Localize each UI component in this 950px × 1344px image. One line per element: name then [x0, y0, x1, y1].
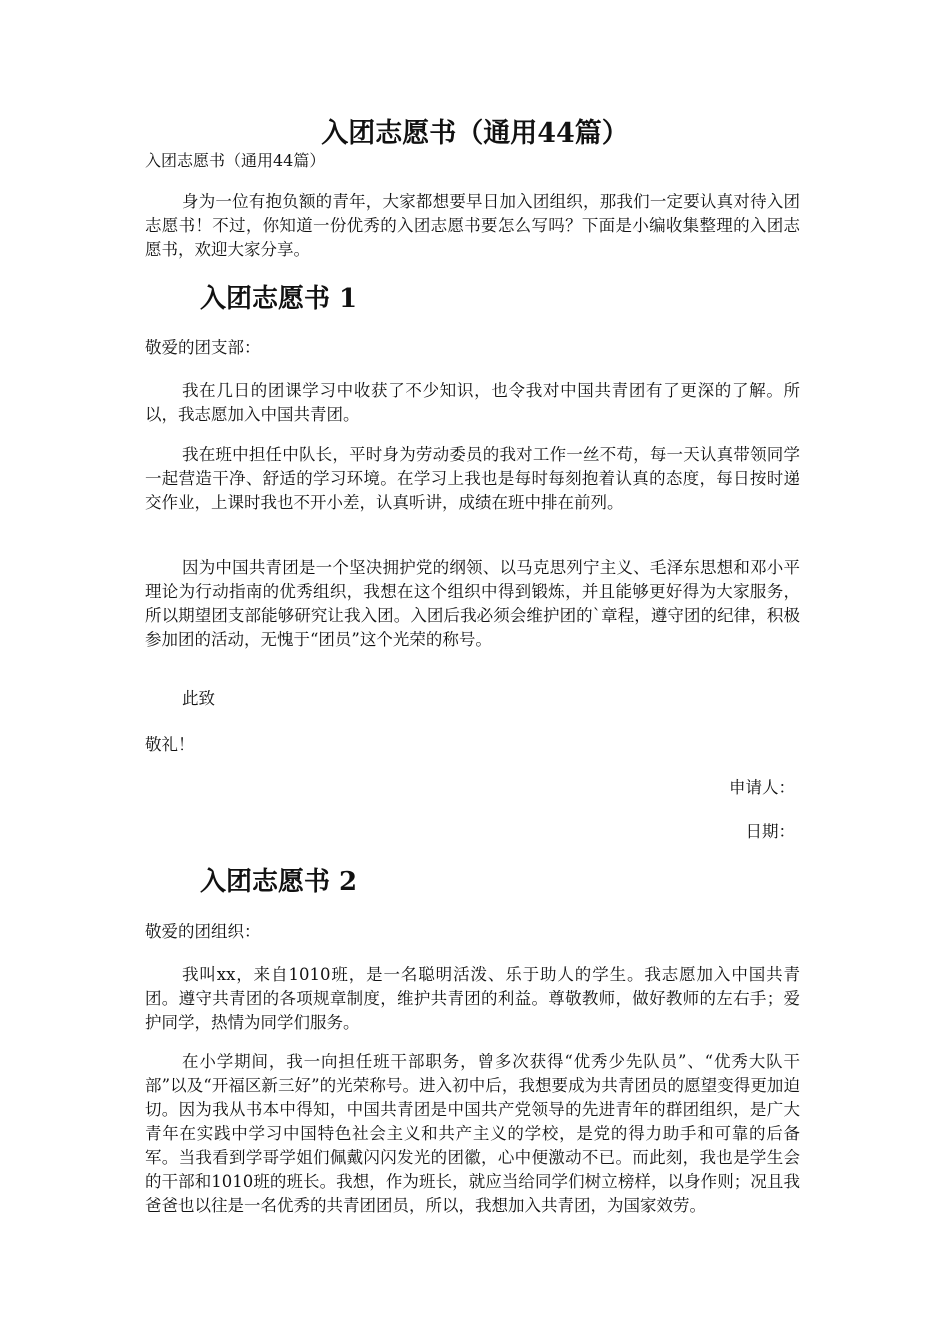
- date-label: 日期：: [745, 822, 795, 841]
- salutation-1: 敬爱的团支部：: [145, 338, 261, 357]
- salutation-2: 敬爱的团组织：: [145, 922, 261, 941]
- section-heading-1: 入团志愿书 1: [200, 284, 358, 314]
- intro-paragraph: 身为一位有抱负额的青年，大家都想要早日加入团组织，那我们一定要认真对待入团志愿书！不过，你知道一份优秀的入团志愿书要怎么写吗？下面是小编收集整理的入团志愿书，欢迎大家分享。: [145, 192, 800, 259]
- letter2-paragraph-1: 我叫xx，来自1010班，是一名聪明活泼、乐于助人的学生。我志愿加入中国共青团。遵守共青团的各项规章制度，维护共青团的利益。尊敬教师，做好教师的左右手；爱护同学，热情为同学们服务。: [145, 965, 800, 1032]
- letter2-paragraph-2: 在小学期间，我一向担任班干部职务，曾多次获得“优秀少先队员”、“优秀大队干部”以及“开福区新三好”的光荣称号。进入初中后，我想要成为共青团员的愿望变得更加迫切。因为我从书本中得知，中国共青团是中国共产党领导的先进青年的群团组织，是广大青年在实践中学习中国特色社会主义和共产主义的学校，是党的得力助手和可靠的后备军。当我看到学哥学姐们佩戴闪闪发光的团徽，心中便激动不已。而此刻，我也是学生会的干部和1010班的班长。我想，作为班长，就应当给同学们树立榜样，以身作则；况且我爸爸也以往是一名优秀的共青团团员，所以，我想加入共青团，为国家效劳。: [145, 1052, 800, 1215]
- letter1-paragraph-1: 我在几日的团课学习中收获了不少知识，也令我对中国共青团有了更深的了解。所以，我志愿加入中国共青团。: [145, 381, 800, 424]
- letter1-paragraph-3: 因为中国共青团是一个坚决拥护党的纲领、以马克思列宁主义、毛泽东思想和邓小平理论为行动指南的优秀组织，我想在这个组织中得到锻炼，并且能够更好得为大家服务，所以期望团支部能够研究让我入团。入团后我必须会维护团的`章程，遵守团的纪律，积极参加团的活动，无愧于“团员”这个光荣的称号。: [145, 558, 800, 649]
- section-heading-2: 入团志愿书 2: [200, 867, 358, 897]
- document-title: 入团志愿书（通用44篇）: [321, 118, 629, 149]
- document-subtitle: 入团志愿书（通用44篇）: [145, 151, 326, 170]
- letter1-paragraph-2: 我在班中担任中队长，平时身为劳动委员的我对工作一丝不苟，每一天认真带领同学一起营造干净、舒适的学习环境。在学习上我也是每时每刻抱着认真的态度，每日按时递交作业，上课时我也不开小差，认真听讲，成绩在班中排在前列。: [145, 445, 800, 512]
- closing-line-2: 敬礼！: [145, 735, 195, 754]
- closing-line-1: 此致: [182, 689, 215, 708]
- applicant-label: 申请人：: [729, 778, 795, 797]
